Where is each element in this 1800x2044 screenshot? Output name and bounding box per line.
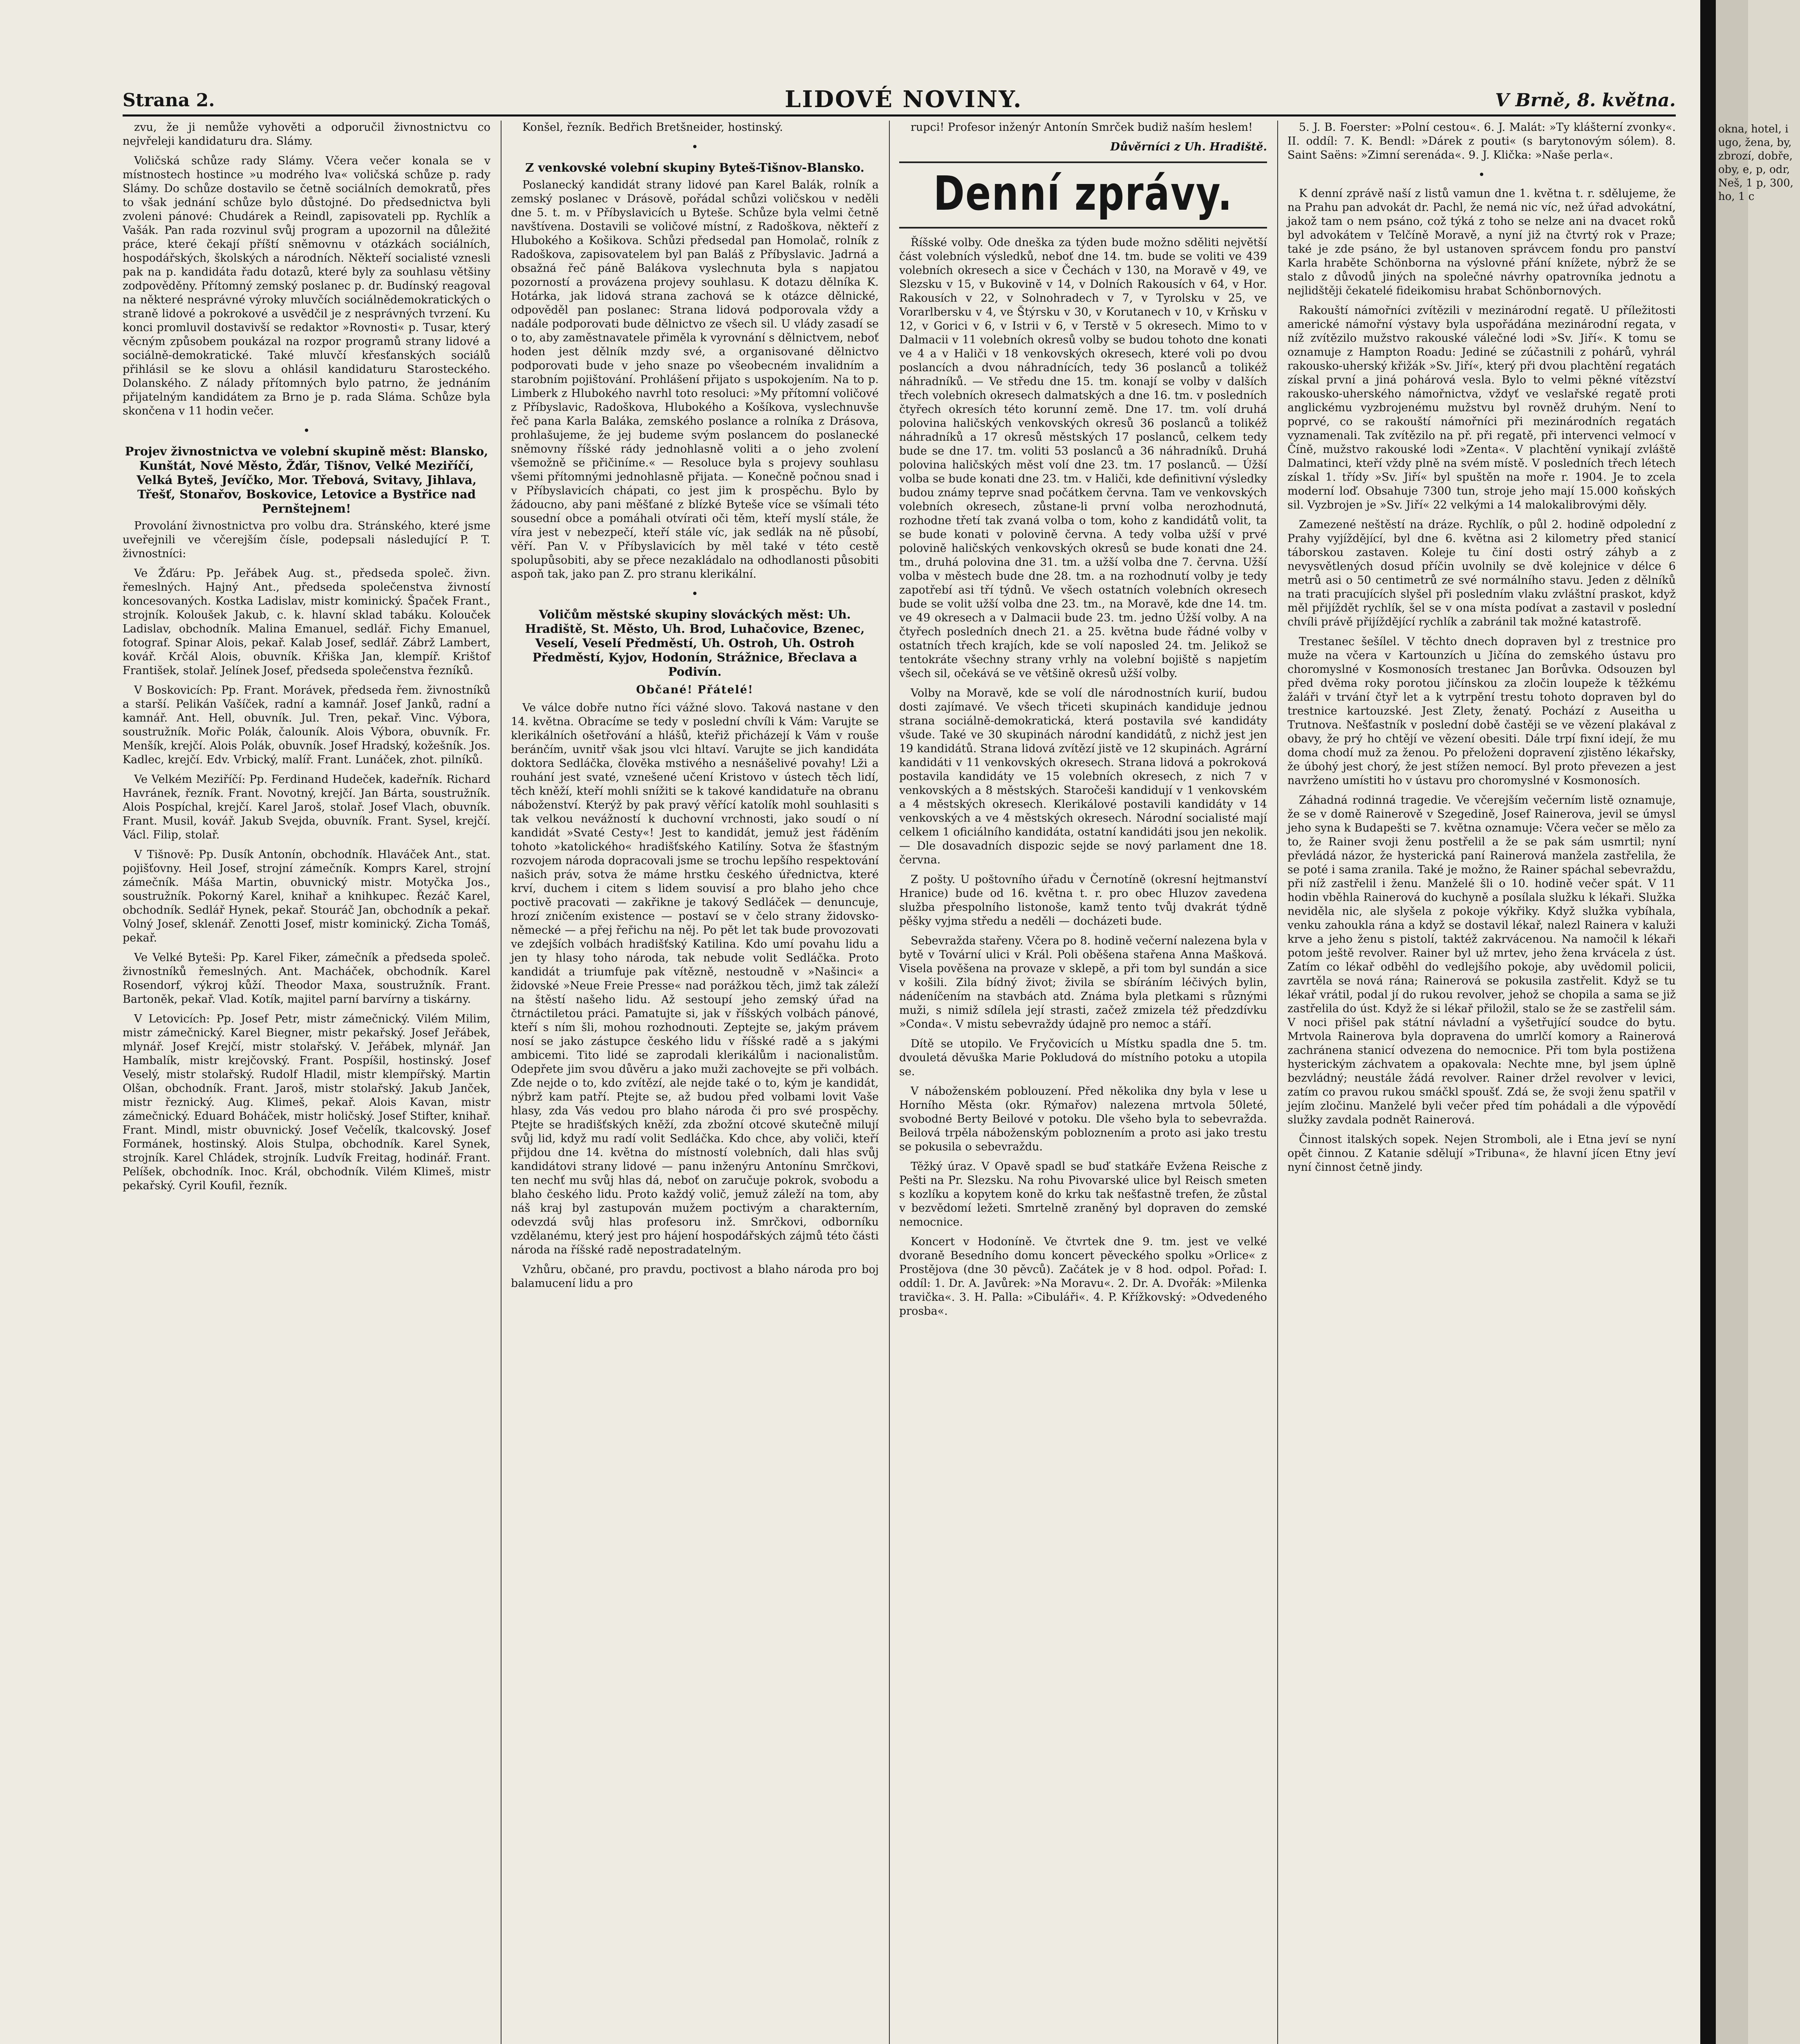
- article-text: Ve Velké Byteši: Pp. Karel Fiker, zámečník a předseda společ. živnostníků řemeslných. Ant. Macháček, obchodník. Karel Rosendorf, výkroj kůží. Theodor Maxa, soustružník. Frant. Bartoněk, pekař. Vlad. Kotík, majitel parní barvírny a tiskárny.: [123, 951, 490, 1006]
- article-text: Rakouští námořníci zvítězili v mezinárodní regatě. U příležitosti americké námořní výstavy byla uspořádána mezinárodní regata, v níž zvítězilo mužstvo rakouské válečné lodi »Sv. Jiří«. K tomu se oznamuje z Hampton Roadu: Jediné se zúčastnili z pohárů, vyhrál rakousko-uherský křižák »Sv. Jiří«, který při dvou plachtění regatách získal první a jiná pohárová vesla. Bylo to velmi pěkné vítězství rakousko-uherského námořnictva, vždyť ve veslařské regatě proti anglickému vyzbrojenému mužstvu byl rovněž druhým. Není to poprvé, co se rakouští námořníci při mezinárodních regatách vyznamenali. Tak zvítězilo na př. při regatě, při intervenci velmocí v Číně, mužstvo rakouské lodi »Zenta«. V plachtění vynikají zvláště Dalmatinci, kteří vždy plně na svém místě. V posledních třech létech získal 1. třídy »Sv. Jiří« byl spuštěn na moře r. 1904. Je to zcela moderní loď. Obsahuje 7300 tun, stroje jeho mají 15.000 koňských sil. Vyzbrojen je »Sv. Jiří« 22 velkými a 14 malokalibrovými děly.: [1287, 304, 1676, 511]
- masthead: LIDOVÉ NOVINY.: [785, 86, 1023, 113]
- article-text: Volby na Moravě, kde se volí dle národnostních kurií, budou dosti zajímavé. Ve všech třiceti skupinách kandiduje jednou strana sociálně-demokratická, která postavila své kandidáty všude. Také ve 30 skupinách národní kandidátů, z nichž jest jen 19 kandidátů. Strana lidová zvítězí jistě ve 12 skupinách. Agrární kandidáti v 11 venkovských okresech. Strana lidová a pokroková postavila kandidáty ve 15 volebních okresech, z nich 7 v venkovských a 8 městských. Staročeši kandidují v 1 venkovském a 4 městských okresech. Klerikálové postavili kandidáty v 14 venkovských a ve 4 městských okresech. Národní socialisté mají celkem 1 oficiálního kandidáta, ostatní kandidáti jsou jen nekolik. — Dle dosavadních dispozic sejde se nový parlament dne 18. června.: [899, 687, 1267, 866]
- article-text: Dítě se utopilo. Ve Fryčovicích u Místku spadla dne 5. tm. dvouletá děvuška Marie Pokludová do místního potoku a utopila se.: [899, 1038, 1267, 1078]
- article-text: Těžký úraz. V Opavě spadl se buď statkáře Evžena Reische z Pešti na Pr. Slezsku. Na rohu Pivovarské ulice byl Reisch smeten s kozlíku a kopytem koně do krku tak nešťastně trefen, že zůstal v bezvědomí ležeti. Smrtelně zraněný byl dopraven do zemské nemocnice.: [899, 1160, 1267, 1228]
- article-text: Ve Velkém Meziříčí: Pp. Ferdinand Hudeček, kadeřník. Richard Havránek, řezník. Frant. Novotný, krejčí. Jan Bárta, soustružník. Alois Pospíchal, krejčí. Karel Jaroš, stolař. Josef Vlach, obuvník. Frant. Musil, kovář. Jakub Svejda, obuvník. Frant. Sysel, krejčí. Václ. Filip, stolař.: [123, 773, 490, 841]
- article-heading: Projev živnostnictva ve volební skupině měst: Blansko, Kunštát, Nové Město, Žďár, Tišnov, Velké Meziříčí, Velká Byteš, Jevíčko, Mor. Třebová, Svitavy, Jihlava, Třešť, Stonařov, Boskovice, Letovice a Bystřice nad Pernštejnem!: [125, 444, 488, 515]
- article-text: V náboženském poblouzení. Před několika dny byla v lese u Horního Města (okr. Rýmařov) nalezena mrtvola 50leté, svobodné Berty Beilové v potoku. Dle všeho byla to sebevražda. Beilová trpěla náboženským pobloznením a proto asi jako trestu se pokusila o sebevraždu.: [899, 1085, 1267, 1153]
- article-volicska-schuze: Voličská schůze rady Slámy. Včera večer konala se v místnostech hostince »u modrého lva« voličská schůze p. rady Slámy. Do schůze dostavilo se četně sociálních demokratů, přes to však jednání schůze bylo důstojné. Do předsednictva byli zvoleni pánové: Chudárek a Reindl, zapisovateli pp. Rychlík a Vašák. Pan rada rozvinul svůj program a upozornil na důležité práce, které čekají příští sněmovnu v otázkách sociálních, hospodářských, školských a národních. Někteří socialisté vznesli pak na p. kandidáta řadu dotazů, které byly za souhlasu většiny zodpověděny. Přítomný zemský poslanec p. dr. Budínský reagoval na některé nesprávné výroky mluvčích sociálnědemokratických o straně lidové a pokrokové a usvědčil je z nesprávných tvrzení. Ku konci promluvil dostavivší se redaktor »Rovnosti« p. Tusar, který věcným způsobem poukázal na rozpor programů strany lidové a sociálně-demokratické. Také mluvčí křesťanských sociálů přihlásil se ke slovu a ohlásil kandidaturu Starosteckého. Dolanského. Z nálady přítomných bylo patrno, že jednáním přijatelným kandidátem za Brno je p. rada Sláma. Schůze byla skončena v 11 hodin večer.: [123, 155, 490, 417]
- article-text: Ve válce dobře nutno říci vážné slovo. Taková nastane v den 14. května. Obracíme se tedy v poslední chvíli k Vám: Varujte se klerikálních ošetřování a hlášů, kteřiž přicházejí k Vám v rouše beránčím, uvnitř však jsou vlci hltaví. Varujte se jich kandidáta doktora Sedláčka, člověka mstivého a nesnášelivé povahy! Lži a rouhání jest svaté, vznešené učení Kristovo v ústech těch lidí, těch kněží, kteří mohli snížiti se k takové kandidatuře na obranu náboženství. Kterýž by pak pravý věřící katolík mohl souhlasiti s tak velkou nevážností k duchovní vrchnosti, jako soudí o ní kandidát »Svaté Cesty«! Jest to kandidát, jemuž jest řáděním tohoto »katolického« hradišťského Katilíny. Sotva že šťastným rozvojem národa dopracovali jsme se trochu lepšího respektování našich práv, sotva že máme hrstku českého úřednictva, které krví, duchem i citem s lidem souvisí a pro blaho jeho chce poctivě pracovati — zakřikne je takový Sedláček — denuncuje, hrozí zničením existence — postaví se v čelo strany židovsko-německé — a přej řeřichu na něj. Po pět let tak bude provozovati ve zdejších volbách hradišťský Katilina. Kdo umí povahu lidu a jen ty hlasy toho národa, tak nebude volit Sedláčka. Proto kandidát a triumfuje pak vítězně, nestoudně v »Našinci« a židovské »Neue Freie Presse« nad porážkou těch, jimž tak záleží na štěstí našeho lidu. Až sestoupí jeho zemský úřad na čtrnáctiletou práci. Pamatujte si, jak v říšských volbách pánové, kteří s ním šli, mohou rozhodnouti. Zeptejte se, jakým právem nosí se jako zástupce českého lidu v říšské radě a s jakými ambicemi. Tito lidé se zaprodali klerikálům i nacionalistům. Odepřete jim svou důvěru a jako muži zachovejte se při volbách. Zde nejde o to, kdo zvítězí, ale nejde také o to, kým je kandidát, nýbrž kam patří. Ptejte se, až budou před volbami lovit Vaše hlasy, zda Vás vedou pro blaho národa či pro své prospěchy. Ptejte se hradišťských kněží, zda zbožní otcové skutečně milují svůj lid, když mu radí volit Sedláčka. Kdo chce, aby voliči, kteří přijdou dne 14. května do místností volebních, dali hlas svůj kandidátovi strany lidové — panu inženýru Antonínu Smrčkovi, ten nechť mu svůj hlas dá, neboť on zaručuje pokrok, svobodu a blaho českého lidu. Proto každý volič, jemuž záleží na tom, aby náš kraj byl zastupován mužem poctivým a charakterním, odevzdá svůj hlas profesoru inž. Smrčkovi, odborníku vzdělanému, který jest pro hájení hospodářských zájmů této části národa na říšské radě nepostradatelným.: [511, 702, 879, 1256]
- article-text: rupci! Profesor inženýr Antonín Smrček budiž naším heslem!: [911, 121, 1253, 134]
- page-number: Strana 2.: [123, 90, 215, 111]
- column-3: [899, 121, 1267, 2044]
- article-text: 5. J. B. Foerster: »Polní cestou«. 6. J. Malát: »Ty klášterní zvonky«. II. oddíl: 7. K. Bendl: »Dárek z pouti« (s barytonovým sólem). 8. Saint Saëns: »Zimní serenáda«. 9. J. Klička: »Naše perla«.: [1287, 121, 1676, 161]
- column-2: Konšel, řezník. Bedřich Bretšneider, hostinský. • Z venkovské volební skupiny Byteš-Tišnov-Blansko. Poslanecký kandidát strany lidové pan Karel Balák, rolník a zemský poslanec v Drásově, pořádal schůzi voličskou v neděli dne 5. t. m. v Příbyslavicích u Byteše. Schůze byla velmi četně navštívena. Dostavili se voličové místní, z Radoškova, někteří z Hlubokého a Košikova. Schůzi předsedal pan Homolač, rolník z Radoškova, zapisovatelem byl pan Baláš z Příbyslavic. Jadrná a obsažná řeč páně Balákova vyslechnuta byla s napjatou pozorností a provázena projevy souhlasu. K dotazu dělníka K. Hotárka, jak lidová strana zachová se k otázce dělnické, odpověděl pan poslanec: Strana lidová podporovala vždy a nadále podporovati bude dělnictvo ze všech sil. U vlády zasadí se o to, aby zaměstnavatele přiměla k vyrovnání s dělnictvem, neboť hoden jest dělník mzdy své, a organisované dělnictvo podporovati bude v jeho snaze po všeobecném invalidním a starobním pojištování. Prohlášení přijato s uspokojením. Na to p. Limberk z Hlubokého navrhl toto resoluci: »My přítomní voličové z Příbyslavic, Radoškova, Hlubokého a Košíkova, vyslechnuvše řeč pana Karla Baláka, zemského poslance a rolníka z Drásova, prohlašujeme, že jej budeme svým poslancem do poslanecké sněmovny říšské rády jednohlasně voliti a o jeho zvolení všemožně se přičiníme.« — Resoluce byla s projevy souhlasu všemi přítomnými jednohlasně přijata. — Konečně počnou snad i v Příbyslavicích chápati, co jest jim k prospěchu. Bylo by žádoucno, aby pani měšťané z blízké Byteše více se všímali této sousední obce a pomáhali otvírati oči těm, kteří myslí stále, že víra jest v nebezpečí, kteří stále víc, jak sedlák na ně působí, věří. Pan V. v Příbyslavicích by měl také v této cestě spolupůsobiti, aby se přece nezakládalo na odhodlanosti působiti aspoň tak, jako pan Z. pro stranu klerikální. • Voličům městské skupiny slováckých měst: Uh. Hradiště, St. Město, Uh. Brod, Luhačovice, Bzenec, Veselí, Veselí Předměstí, Uh. Ostroh, Uh. Ostroh Předměstí, Kyjov, Hodonín, Strážnice, Břeclava a Podivín. Občané! Přátelé! Ve válce dobře nutno říci vážné slovo. Taková nastane v den 14. května. Obracíme se tedy v poslední chvíli k Vám: Varujte se klerikálních ošetřování a hlášů, kteřiž přicházejí k Vám v rouše beránčím, uvnitř však jsou vlci hltaví. Varujte se jich kandidáta doktora Sedláčka, člověka mstivého a nesnášelivé povahy! Lži a rouhání jest svaté, vznešené učení Kristovo v ústech těch lidí, těch kněží, kteří mohli snížiti se k takové kandidatuře na obranu náboženství. Kterýž by pak pravý věřící katolík mohl souhlasiti s tak velkou nevážností k duchovní vrchnosti, jako soudí o ní kandidát »Svaté Cesty«! Jest to kandidát, jemuž jest řáděním tohoto »katolického« hradišťského Katilíny. Sotva že šťastným rozvojem národa dopracovali jsme se trochu lepšího respektování našich práv, sotva že máme hrstku českého úřednictva, které krví, duchem i citem s lidem souvisí a pro blaho jeho chce poctivě pracovati — zakřikne je takový Sedláček — denuncuje, hrozí zničením existence — postaví se v čelo strany židovsko-německé — a přej řeřichu na něj. Po pět let tak bude provozovati ve zdejších volbách hradišťský Katilina. Kdo umí povahu lidu a jen ty hlasy toho národa, tak nebude volit Sedláčka. Proto kandidát a triumfuje pak vítězně, nestoudně v »Našinci« a židovské »Neue Freie Presse« nad porážkou těch, jimž tak záleží na štěstí našeho lidu. Až sestoupí jeho zemský úřad na čtrnáctiletou práci. Pamatujte si, jak v říšských volbách pánové, kteří s ním šli, mohou rozhodnouti. Zeptejte se, jakým právem nosí se jako zástupce českého lidu v říšské radě a s jakými ambicemi. Tito lidé se zaprodali klerikálům i nacionalistům. Odepřete jim svou důvěru a jako muži zachovejte se při volbách. Zde nejde o to, kdo zvítězí, ale nejde také o to, kým je kandidát, nýbrž kam patří. Ptejte se, až budou před volbami lovit Vaše hlasy, zda Vás vedou pro blaho národa či pro své prospěchy. Ptejte se hradišťských kněží, zda zbožní otcové skutečně milují svůj lid, když mu radí volit Sedláčka. Kdo chce, aby voliči, kteří přijdou dne 14. května do místností volebních, dali hlas svůj kandidátovi strany lidové — panu inženýru Antonínu Smrčkovi, ten nechť mu svůj hlas dá, neboť on zaručuje pokrok, svobodu a blaho českého lidu. Proto každý volič, jemuž záleží na tom, aby náš kraj byl zastupován mužem poctivým a charakterním, odevzdá svůj hlas profesoru inž. Smrčkovi, odborníku vzdělanému, který jest pro hájení hospodářských zájmů této části národa na říšské radě nepostradatelným. Vzhůru, občané, pro pravdu, poctivost a blaho národa pro boj balamucení lidu a pro: [511, 121, 879, 1290]
- article-text: Sebevražda stařeny. Včera po 8. hodině večerní nalezena byla v bytě v Tovární ulici v Král. Poli oběšena stařena Anna Mašková. Visela pověšena na provaze v sklepě, a při tom byl sundán a sice v košili. Zila bídný život; živila se sbíráním léčivých bylin, nádeníčením na stavbách atd. Známa byla pletkami s různými muži, s nimiž sdílela její strasti, začež zmizela též předzdívku »Conda«. V mistu sebevraždy údajně pro nemoc a stáří.: [899, 935, 1267, 1031]
- adjacent-page-edge: [1700, 0, 1793, 2044]
- article-text: Ve Žďáru: Pp. Jeřábek Aug. st., předseda společ. živn. řemeslných. Hajný Ant., předseda společenstva živností koncesovaných. Kostka Ladislav, mistr kominický. Špaček Frant., strojník. Koloušek Jakub, c. k. hlavní sklad tabáku. Kolouček Ladislav, obchodník. Malina Emanuel, sedlář. Fichy Emanuel, fotograf. Spinar Alois, pekař. Kalab Josef, sedlář. Zábrž Lambert, kovář. Krčál Alois, obuvník. Křiška Jan, klempíř. Krištof František, stolař. Jelínek Josef, předseda společenstva řezníků.: [123, 567, 490, 677]
- adjacent-page-text: okna, hotel, i ugo, žena, by, zbrozí, dobře, oby, e, p, odr, Neš, 1 p, 300, ho, 1 c: [1718, 123, 1793, 203]
- article-text: Činnost italských sopek. Nejen Stromboli, ale i Etna jeví se nyní opět činnou. Z Katanie sdělují »Tribuna«, že hlavní jícen Etny jeví nyní činnost četně jindy.: [1287, 1133, 1676, 1174]
- header-rule: [123, 114, 1676, 117]
- article-heading: Z venkovské volební skupiny Byteš-Tišnov-Blansko.: [525, 161, 864, 175]
- article-text: V Tišnově: Pp. Dusík Antonín, obchodník. Hlaváček Ant., stat. pojišťovny. Heil Josef, strojní zámečník. Komprs Karel, strojní zámečník. Máša Martin, obuvnický mistr. Motyčka Jos., soustružník. Pokorný Karel, knihař a knihkupec. Řezáč Karel, obchodník. Sedlář Hynek, pekař. Stouráč Jan, obchodník a pekař. Volný Josef, sklenář. Zenotti Josef, mistr kominický. Zicha Tomáš, pekař.: [123, 848, 490, 944]
- column-divider: [889, 121, 890, 2044]
- article-text: K denní zprávě naší z listů vamun dne 1. května t. r. sdělujeme, že na Prahu pan advokát dr. Pachl, že nemá nic víc, než úřad advokátní, jakož tam o nem psáno, což týká z toho se nelze ani na dvacet roků byl advokátem v Telčíně Moravě, a nyní již na čtvrtý rok v Praze; také je zde psáno, že byl ustanoven správcem fondu pro panství Karla hraběte Schönborna na výslovné přání knížete, nýbrž že se stalo z důvodů jiných na společné návrhy opatrovníka jednotu a nejlidštěji čekatelé fideikomisu hrabat Schönbornových.: [1287, 187, 1676, 297]
- article-text: Vzhůru, občané, pro pravdu, poctivost a blaho národa pro boj balamucení lidu a pro: [511, 1263, 879, 1290]
- article-text: Z pošty. U poštovního úřadu v Černotíně (okresní hejtmanství Hranice) bude od 16. května t. r. pro obec Hluzov zavedena služba přespolního listonoše, kamž tento tvůj dvakrát týdně pěšky vyjma středu a neděli — docházeti bude.: [899, 873, 1267, 928]
- column-1: zvu, že ji nemůže vyhověti a odporučil živnostnictvu co nejvřeleji kandidaturu dra. Slámy. Voličská schůze rady Slámy. Včera večer konala se v místnostech hostince »u modrého lva« voličská schůze p. rady Slámy. Do schůze dostavilo se četně sociálních demokratů, přes to však jednání schůze bylo důstojné. Do předsednictva byli zvoleni pánové: Chudárek a Reindl, zapisovateli pp. Rychlík a Vašák. Pan rada rozvinul svůj program a upozornil na důležité práce, které čekají příští sněmovnu v otázkách sociálních, hospodářských, školských a národních. Někteří socialisté vznesli pak na p. kandidáta řadu dotazů, které byly za souhlasu většiny zodpověděny. Přítomný zemský poslanec p. dr. Budínský reagoval na některé nesprávné výroky mluvčích sociálnědemokratických o straně lidové a pokrokové a usvědčil je z nesprávných tvrzení. Ku konci promluvil dostavivší se redaktor »Rovnosti« p. Tusar, který věcným způsobem poukázal na rozpor programů strany lidové a sociálně-demokratické. Také mluvčí křesťanských sociálů přihlásil se ke slovu a ohlásil kandidaturu Starosteckého. Dolanského. Z nálady přítomných bylo patrno, že jednáním přijatelným kandidátem za Brno je p. rada Sláma. Schůze byla skončena v 11 hodin večer. • Projev živnostnictva ve volební skupině měst: Blansko, Kunštát, Nové Město, Žďár, Tišnov, Velké Meziříčí, Velká Byteš, Jevíčko, Mor. Třebová, Svitavy, Jihlava, Třešť, Stonařov, Boskovice, Letovice a Bystřice nad Pernštejnem! Provolání živnostnictva pro volbu dra. Stránského, které jsme uveřejnili ve včerejším čísle, podepsali následující P. T. živnostníci: Ve Žďáru: Pp. Jeřábek Aug. st., předseda společ. živn. řemeslných. Hajný Ant., předseda společenstva živností koncesovaných. Kostka Ladislav, mistr kominický. Špaček Frant., strojník. Koloušek Jakub, c. k. hlavní sklad tabáku. Kolouček Ladislav, obchodník. Malina Emanuel, sedlář. Fichy Emanuel, fotograf. Spinar Alois, pekař. Kalab Josef, sedlář. Zábrž Lambert, kovář. Krčál Alois, obuvník. Křiška Jan, klempíř. Krištof František, stolař. Jelínek Josef, předseda společenstva řezníků. V Boskovicích: Pp. Frant. Morávek, předseda řem. živnostníků a starší. Pelikán Vašíček, radní a kamnář. Josef Janků, radní a kamnář. Ant. Hell, obuvník. Jul. Tren, pekař. Vinc. Výbora, soustružník. Mořic Polák, čalouník. Alois Výbora, obuvník. Fr. Menšík, krejčí. Alois Polák, obuvník. Josef Hradský, kožešník. Jos. Kadlec, krejčí. Edv. Vrbický, malíř. Frant. Lunáček, zhot. pilníků. Ve Velkém Meziříčí: Pp. Ferdinand Hudeček, kadeřník. Richard Havránek, řezník. Frant. Novotný, krejčí. Jan Bárta, soustružník. Alois Pospíchal, krejčí. Karel Jaroš, stolař. Josef Vlach, obuvník. Frant. Musil, kovář. Jakub Svejda, obuvník. Frant. Sysel, krejčí. Václ. Filip, stolař. V Tišnově: Pp. Dusík Antonín, obchodník. Hlaváček Ant., stat. pojišťovny. Heil Josef, strojní zámečník. Komprs Karel, strojní zámečník. Máša Martin, obuvnický mistr. Motyčka Jos., soustružník. Pokorný Karel, knihař a knihkupec. Řezáč Karel, obchodník. Sedlář Hynek, pekař. Stouráč Jan, obchodník a pekař. Volný Josef, sklenář. Zenotti Josef, mistr kominický. Zicha Tomáš, pekař. Ve Velké Byteši: Pp. Karel Fiker, zámečník a předseda společ. živnostníků řemeslných. Ant. Macháček, obchodník. Karel Rosendorf, výkroj kůží. Theodor Maxa, soustružník. Frant. Bartoněk, pekař. Vlad. Kotík, majitel parní barvírny a tiskárny. V Letovicích: Pp. Josef Petr, mistr zámečnický. Vilém Milim, mistr zámečnický. Karel Biegner, mistr pekařský. Josef Jeřábek, mlynář. Josef Krejčí, mistr stolařský. V. Jeřábek, mlynář. Jan Hambalík, mistr krejčovský. Frant. Pospíšil, hostinský. Josef Veselý, mistr stolařský. Rudolf Hladil, mistr klempířský. Martin Olšan, obchodník. Frant. Jaroš, mistr stolařský. Jakub Janček, mistr řeznický. Aug. Klimeš, pekař. Alois Kavan, mistr zámečnický. Eduard Boháček, mistr holičský. Josef Stifter, knihař. Frant. Mindl, mistr obuvnický. Josef Večelík, tkalcovský. Josef Formánek, hostinský. Alois Stulpa, obchodník. Karel Synek, strojník. Karel Chládek, strojník. Ludvík Freitag, hodinář. Frant. Pelíšek, obchodník. Inoc. Král, obchodník. Vilém Klimeš, mistr pekařský. Cyril Koufil, řezník.: [123, 121, 490, 1192]
- article-text: Provolání živnostnictva pro volbu dra. Stránského, které jsme uveřejnili ve včerejším čísle, podepsali následující P. T. živnostníci:: [123, 520, 490, 560]
- column-4: 5. J. B. Foerster: »Polní cestou«. 6. J. Malát: »Ty klášterní zvonky«. II. oddíl: 7. K. Bendl: »Dárek z pouti« (s barytonovým sólem). 8. Saint Saëns: »Zimní serenáda«. 9. J. Klička: »Naše perla«. • K denní zprávě naší z listů vamun dne 1. května t. r. sdělujeme, že na Prahu pan advokát dr. Pachl, že nemá nic víc, než úřad advokátní, jakož tam o nem psáno, což týká z toho se nelze ani na dvacet roků byl advokátem v Telčíně Moravě, a nyní již na čtvrtý rok v Praze; také je zde psáno, že byl ustanoven správcem fondu pro panství Karla hraběte Schönborna na výslovné přání knížete, nýbrž že se stalo z důvodů jiných na společné návrhy opatrovníka jednotu a nejlidštěji čekatelé fideikomisu hrabat Schönbornových. Rakouští námořníci zvítězili v mezinárodní regatě. U příležitosti americké námořní výstavy byla uspořádána mezinárodní regata, v níž zvítězilo mužstvo rakouské válečné lodi »Sv. Jiří«. K tomu se oznamuje z Hampton Roadu: Jediné se zúčastnili z pohárů, vyhrál rakousko-uherský křižák »Sv. Jiří«, který při dvou plachtění regatách získal první a jiná pohárová vesla. Bylo to velmi pěkné vítězství rakousko-uherského námořnictva, vždyť ve veslařské regatě proti anglickému vyzbrojenému mužstvu byl rovněž druhým. Není to poprvé, co se rakouští námořníci při mezinárodních regatách vyznamenali. Tak zvítězilo na př. při regatě, při intervenci velmocí v Číně, mužstvo rakouské lodi »Zenta«. V plachtění vynikají zvláště Dalmatinci, kteří vždy plně na svém místě. V posledních třech létech získal 1. třídy »Sv. Jiří« byl spuštěn na moře r. 1904. Je to zcela moderní loď. Obsahuje 7300 tun, stroje jeho mají 15.000 koňských sil. Vyzbrojen je »Sv. Jiří« 22 velkými a 14 malokalibrovými děly. Zamezené neštěstí na dráze. Rychlík, o půl 2. hodině odpolední z Prahy vyjíždějící, byl dne 6. května asi 2 kilometry před stanicí táborskou zastaven. Koleje tu činí dosti ostrý záhyb a z nevysvětlených dosud příčin uvolnily se dvě kolejnice v délce 6 metrů asi o 50 centimetrů ze své normálního stavu. Jeden z dělníků na trati pracujících slyšel při posledním vlaku zvláštní praskot, když měl přijíždět rychlík, šel se v ona místa podívat a zastavil v poslední chvíli právě přijíždějící rychlík a zabránil tak možné katastrofě. Trestanec šešílel. V těchto dnech dopraven byl z trestnice pro muže na včera v Kartounzích u Jičína do zemského ústavu pro choromyslné v Kosmonosích trestanec Jan Borůvka. Odsouzen byl před dvěma roky porotou jičínskou za zločin loupeže k těžkému žaláři v trvání čtyř let a k vytrpění trestu tohoto dopraven byl do trestnice kartouzské. Jest Zlety, ženatý. Pochází z Auseitha u Trutnova. Nešťastník v poslední době častěji se ve vězení plakával z obavy, že prý ho chtějí ve vězení obesiti. Dále trpí fixní idejí, že mu doma chodí muž za ženou. Po přeloženi dopravení zjistěno lékařsky, že úbohý jest chorý, že jest stížen nemocí. Byl proto převezen a jest navrženo umístiti ho v ústavu pro choromyslné v Kosmonosích. Záhadná rodinná tragedie. Ve včerejším večerním listě oznamuje, že se v domě Rainerově v Szegedině, Josef Rainerova, jevil se úmysl jeho syna k Budapešti se 7. května oznamuje: Včera večer se mělo za to, že Rainer svoji ženu postřelil a že se pak sám usmrtil; nyní převládá názor, že hysterická paní Rainerová manžela zastřelila, že se poté i sama zranila. Také je možno, že Rainer spáchal sebevraždu, při níž zastřelil i ženu. Manželé šli o 10. hodině večer spát. V 11 hodin vběhla Rainerová do kuchyně a posílala služku k lékaři. Služka neviděla nic, ale slyšela z pokoje výkřiky. Když služka vybíhala, venku zahoukla rána a když se dostavil lékař, nalezl Rainera v kaluži krve a jeho ženu s pistolí, taktéž zakrvácenou. Na namočil k lékaři potom ještě revolver. Rainer byl už mrtev, jeho žena krvácela z úst. Zatím co lékař odběhl do vedlejšího pokoje, aby uvědomil policii, zavrtěla se nová rána; Rainerová se pokusila zastřelit. Když se tu lékař vrátil, podal jí do rukou revolver, jehož se chopila a sama se již zastřelila do úst. Když že si lékař přiložil, stalo se že se zastřelil sám. V noci přišel pak státní návladní a vyšetřující soudce do bytu. Mrtvola Rainerova byla dopravena do umrlčí komory a Rainerová zachránena stanicí odvezena do nemocnice. Při tom byla postižena hysterickým záchvatem a opakovala: Nechte mne, byl jsem úplně bezvládný; neustále žádá revolver. Rainer držel revolver v levici, zatím co pravou rukou smáčkl spoušť. Zdá se, že svoji ženu spatřil v jejím zločinu. Manželé byli večer před tím pohádali a dle výpovědí služky zavdala podnět Rainerová. Činnost italských sopek. Nejen Stromboli, ale i Etna jeví se nyní opět činnou. Z Katanie sdělují »Tribuna«, že hlavní jícen Etny jeví nyní činnost četně jindy.: [1287, 121, 1676, 1174]
- article-text: Říšské volby. Ode dneška za týden bude možno sděliti největší část volebních výsledků, neboť dne 14. tm. bude se voliti ve 439 volebních okresech a sice v Čechách v 130, na Moravě v 49, ve Slezsku v 15, v Bukovině v 14, v Dolních Rakousích v 64, v Hor. Rakousích v 22, v Solnohradech v 7, v Tyrolsku v 25, ve Vorarlbersku v 4, ve Štýrsku v 30, v Korutanech v 10, v Krňsku v 12, v Gorici v 6, v Istrii v 6, v Terstě v 5 okresech. Mimo to v Dalmacii v 11 volebních okresů volby se budou tohoto dne konati ve 4 a v Haliči v 18 venkovských okresech, které voli po dvou poslancích a dvou náhradnících, tedy 36 poslanců a tolikéž náhradníků. — Ve středu dne 15. tm. konají se volby v dalších třech volebních okresech dalmatských a dne 16. tm. v posledních čtyřech okresích této korunní země. Dne 17. tm. volí druhá polovina haličských venkovských okresů 36 poslanců a tolikéž náhradníků a 17 okresů městských 17 poslanců, celkem tedy bude se dne 17. tm. voliti 53 poslanců a 36 náhradníků. Druhá polovina haličských měst volí dne 23. tm. 17 poslanců. — Úžší volba se bude konati dne 23. tm. v Haliči, kde definitivní výsledky budou známy teprve snad počátkem června. Tam ve venkovských volebních okresech, zůstane-li první volba nerozhodnutá, rozhodne třetí tak zvaná volba o tom, koho z kandidátů volit, ta se bude konati v polovině června. A tedy volba užší v prvé polovině haličských venkovských okresů se bude konati dne 24. tm., druhá polovina dne 31. tm. a užší volba dne 7. června. Užší volba v městech bude dne 28. tm. a na rozhodnutí volby je tedy zapotřebí asi tří týdnů. Ve všech ostatních volebních okresech bude se volit užší volba dne 23. tm., na Moravě, kde dne 14. tm. ve 49 okresech a v Dalmacii bude 23. tm. jedno Úžší volby. A na čtyřech posledních dnech 21. a 25. května bude řádné volby v ostatních třech krajích, kde se volí naposled 24. tm. Jelikož se tentokráte všechny strany vrhly na volební bojiště s napjetím všech sil, očekává se ve většině okresů užší volby.: [899, 236, 1267, 680]
- article-text: Poslanecký kandidát strany lidové pan Karel Balák, rolník a zemský poslanec v Drásově, pořádal schůzi voličskou v neděli dne 5. t. m. v Příbyslavicích u Byteše. Schůze byla velmi četně navštívena. Dostavili se voličové místní, z Radoškova, někteří z Hlubokého a Košikova. Schůzi předsedal pan Homolač, rolník z Radoškova, zapisovatelem byl pan Baláš z Příbyslavic. Jadrná a obsažná řeč páně Balákova vyslechnuta byla s napjatou pozorností a provázena projevy souhlasu. K dotazu dělníka K. Hotárka, jak lidová strana zachová se k otázce dělnické, odpověděl pan poslanec: Strana lidová podporovala vždy a nadále podporovati bude dělnictvo ze všech sil. U vlády zasadí se o to, aby zaměstnavatele přiměla k vyrovnání s dělnictvem, neboť hoden jest dělník mzdy své, a organisované dělnictvo podporovati bude v jeho snaze po všeobecném invalidním a starobním pojištování. Prohlášení přijato s uspokojením. Na to p. Limberk z Hlubokého navrhl toto resoluci: »My přítomní voličové z Příbyslavic, Radoškova, Hlubokého a Košíkova, vyslechnuvše řeč pana Karla Baláka, zemského poslance a rolníka z Drásova, prohlašujeme, že jej budeme svým poslancem do poslanecké sněmovny říšské rády jednohlasně voliti a o jeho zvolení všemožně se přičiníme.« — Resoluce byla s projevy souhlasu všemi přítomnými jednohlasně přijata. — Konečně počnou snad i v Příbyslavicích chápati, co jest jim k prospěchu. Bylo by žádoucno, aby pani měšťané z blízké Byteše více se všímali této sousední obce a pomáhali otvírati oči těm, kteří myslí stále, že víra jest v nebezpečí, kteří stále víc, jak sedlák na ně působí, věří. Pan V. v Příbyslavicích by měl také v této cestě spolupůsobiti, aby se přece nezakládalo na odhodlanosti působiti aspoň tak, jako pan Z. pro stranu klerikální.: [511, 179, 879, 580]
- issue-date: V Brně, 8. května.: [1495, 90, 1676, 111]
- article-text: V Boskovicích: Pp. Frant. Morávek, předseda řem. živnostníků a starší. Pelikán Vašíček, radní a kamnář. Josef Janků, radní a kamnář. Ant. Hell, obuvník. Jul. Tren, pekař. Vinc. Výbora, soustružník. Mořic Polák, čalouník. Alois Výbora, obuvník. Fr. Menšík, krejčí. Alois Polák, obuvník. Josef Hradský, kožešník. Jos. Kadlec, krejčí. Edv. Vrbický, malíř. Frant. Lunáček, zhot. pilníků.: [123, 684, 490, 766]
- article-text: Trestanec šešílel. V těchto dnech dopraven byl z trestnice pro muže na včera v Kartounzích u Jičína do zemského ústavu pro choromyslné v Kosmonosích trestanec Jan Borůvka. Odsouzen byl před dvěma roky porotou jičínskou za zločin loupeže k těžkému žaláři v trvání čtyř let a k vytrpění trestu tohoto dopraven byl do trestnice kartouzské. Jest Zlety, ženatý. Pochází z Auseitha u Trutnova. Nešťastník v poslední době častěji se ve vězení plakával z obavy, že prý ho chtějí ve vězení obesiti. Dále trpí fixní idejí, že mu doma chodí muž za ženou. Po přeloženi dopravení zjistěno lékařsky, že úbohý jest chorý, že jest stížen nemocí. Byl proto převezen a jest navrženo umístiti ho v ústavu pro choromyslné v Kosmonosích.: [1287, 635, 1676, 787]
- article-heading: Voličům městské skupiny slováckých měst: Uh. Hradiště, St. Město, Uh. Brod, Luhačovice, Bzenec, Veselí, Veselí Předměstí, Uh. Ostroh, Uh. Ostroh Předměstí, Kyjov, Hodonín, Strážnice, Břeclava a Podivín.: [525, 607, 865, 679]
- article-text: Zamezené neštěstí na dráze. Rychlík, o půl 2. hodině odpolední z Prahy vyjíždějící, byl dne 6. května asi 2 kilometry před stanicí táborskou zastaven. Koleje tu činí dosti ostrý záhyb a z nevysvětlených dosud příčin uvolnily se dvě kolejnice v délce 6 metrů asi o 50 centimetrů ze své normálního stavu. Jeden z dělníků na trati pracujících slyšel při posledním vlaku zvláštní praskot, když měl přijíždět rychlík, šel se v ona místa podívat a zastavil v poslední chvíli právě přijíždějící rychlík a zabránil tak možné katastrofě.: [1287, 518, 1676, 628]
- article-text: Záhadná rodinná tragedie. Ve včerejším večerním listě oznamuje, že se v domě Rainerově v Szegedině, Josef Rainerova, jevil se úmysl jeho syna k Budapešti se 7. května oznamuje: Včera večer se mělo za to, že Rainer svoji ženu postřelil a že se pak sám usmrtil; nyní převládá názor, že hysterická paní Rainerová manžela zastřelila, že se poté i sama zranila. Také je možno, že Rainer spáchal sebevraždu, při níž zastřelil i ženu. Manželé šli o 10. hodině večer spát. V 11 hodin vběhla Rainerová do kuchyně a posílala služku k lékaři. Služka neviděla nic, ale slyšela z pokoje výkřiky. Když služka vybíhala, venku zahoukla rána a když se dostavil lékař, nalezl Rainera v kaluži krve a jeho ženu s pistolí, taktéž zakrvácenou. Na namočil k lékaři potom ještě revolver. Rainer byl už mrtev, jeho žena krvácela z úst. Zatím co lékař odběhl do vedlejšího pokoje, aby uvědomil policii, zavrtěla se nová rána; Rainerová se pokusila zastřelit. Když se tu lékař vrátil, podal jí do rukou revolver, jehož se chopila a sama se již zastřelila do úst. Když že si lékař přiložil, stalo se že se zastřelil sám. V noci přišel pak státní návladní a vyšetřující soudce do bytu. Mrtvola Rainerova byla dopravena do umrlčí komory a Rainerová zachránena stanicí odvezena do nemocnice. Při tom byla postižena hysterickým záchvatem a opakovala: Nechte mne, byl jsem úplně bezvládný; neustále žádá revolver. Rainer držel revolver v levici, zatím co pravou rukou smáčkl spoušť. Zdá se, že svoji ženu spatřil v jejím zločinu. Manželé byli večer před tím pohádali a dle výpovědí služky zavdala podnět Rainerová.: [1287, 794, 1676, 1126]
- appeal-heading: Občané! Přátelé!: [636, 684, 754, 696]
- column-divider: [1277, 121, 1278, 2044]
- article-text: Konšel, řezník. Bedřich Bretšneider, hostinský.: [522, 121, 783, 134]
- article-text: zvu, že ji nemůže vyhověti a odporučil živnostnictvu co nejvřeleji kandidaturu dra. Slámy.: [123, 121, 490, 148]
- binding-shadow: [1700, 0, 1716, 2044]
- article-text: Koncert v Hodoníně. Ve čtvrtek dne 9. tm. jest ve velké dvoraně Besedního domu koncert pěveckého spolku »Orlice« z Prostějova (dne 30 pěvců). Začátek je v 8 hod. odpol. Pořad: I. oddíl: 1. Dr. A. Javůrek: »Na Moravu«. 2. Dr. A. Dvořák: »Milenka travička«. 3. H. Palla: »Cibuláři«. 4. P. Křížkovský: »Odvedeného prosba«.: [899, 1235, 1267, 1318]
- signature: Důvěrníci z Uh. Hradiště.: [1110, 141, 1267, 153]
- article-text: V Letovicích: Pp. Josef Petr, mistr zámečnický. Vilém Milim, mistr zámečnický. Karel Biegner, mistr pekařský. Josef Jeřábek, mlynář. Josef Krejčí, mistr stolařský. V. Jeřábek, mlynář. Jan Hambalík, mistr krejčovský. Frant. Pospíšil, hostinský. Josef Veselý, mistr stolařský. Rudolf Hladil, mistr klempířský. Martin Olšan, obchodník. Frant. Jaroš, mistr stolařský. Jakub Janček, mistr řeznický. Aug. Klimeš, pekař. Alois Kavan, mistr zámečnický. Eduard Boháček, mistr holičský. Josef Stifter, knihař. Frant. Mindl, mistr obuvnický. Josef Večelík, tkalcovský. Josef Formánek, hostinský. Alois Stulpa, obchodník. Karel Synek, strojník. Karel Chládek, strojník. Ludvík Freitag, hodinář. Frant. Pelíšek, obchodník. Inoc. Král, obchodník. Vilém Klimeš, mistr pekařský. Cyril Koufil, řezník.: [123, 1013, 490, 1192]
- section-title: Denní zprávy.: [933, 166, 1233, 221]
- page-header: [123, 86, 1676, 114]
